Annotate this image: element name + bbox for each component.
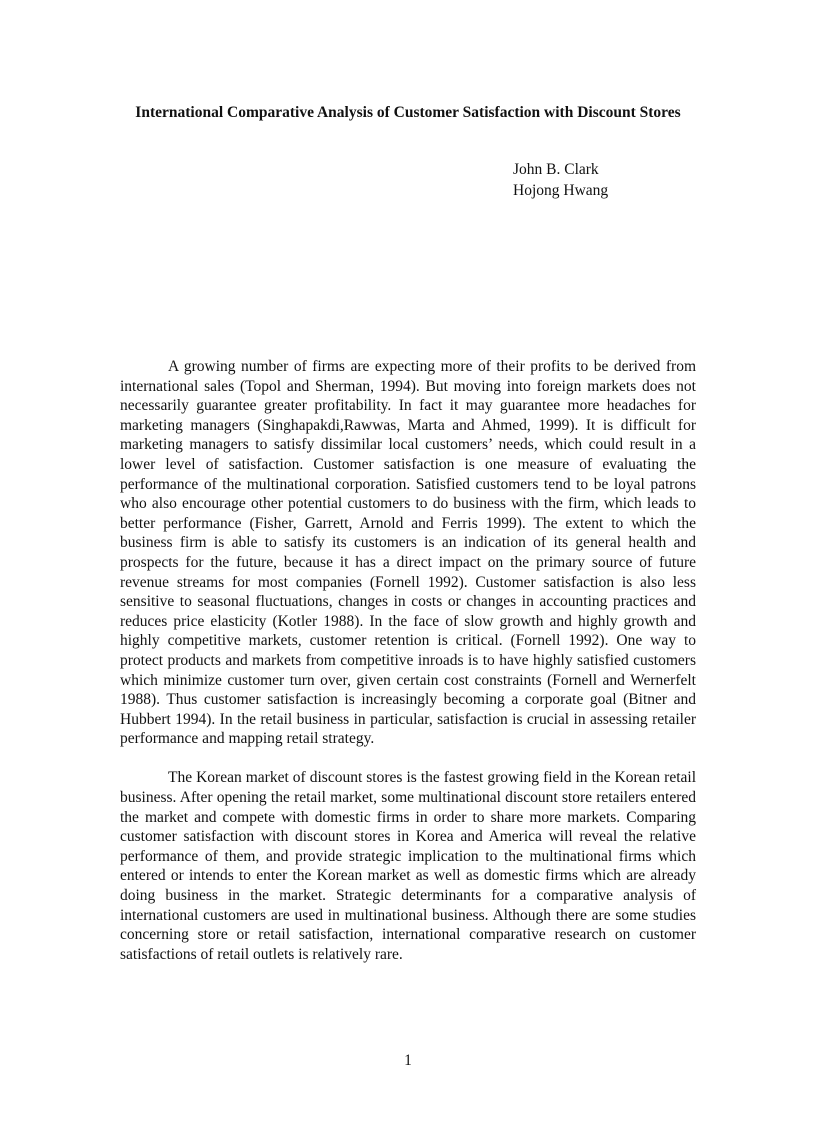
author-name: Hojong Hwang: [513, 181, 609, 199]
author-block: [513, 160, 608, 201]
author-name: John B. Clark: [513, 161, 599, 178]
body-text: [120, 357, 696, 964]
page-number: 1: [404, 1052, 412, 1069]
paragraph: The Korean market of discount stores is the fastest growing field in the Korean retail business. After opening the retail market, some multinational discount store retailers entered the market and compete with domestic firms in order to share more markets. Comparing customer satisfaction with discount stores in Korea and America will reveal the relative performance of them, and provide strategic implication to the multinational firms which entered or intends to enter the Korean market as well as domestic firms which are already doing business in the market. Strategic determinants for a comparative analysis of international customers are used in multinational business. Although there are some studies concerning store or retail satisfaction, international comparative research on customer satisfactions of retail outlets is relatively rare.: [120, 769, 696, 963]
paragraph: A growing number of firms are expecting more of their profits to be derived from international sales (Topol and Sherman, 1994). But moving into foreign markets does not necessarily guarantee greater profitability. In fact it may guarantee more headaches for marketing managers (Singhapakdi,Rawwas, Marta and Ahmed, 1999). It is difficult for marketing managers to satisfy dissimilar local customers’ needs, which could result in a lower level of satisfaction. Customer satisfaction is one measure of evaluating the performance of the multinational corporation. Satisfied customers tend to be loyal patrons who also encourage other potential customers to do business with the firm, which leads to better performance (Fisher, Garrett, Arnold and Ferris 1999). The extent to which the business firm is able to satisfy its customers is an indication of its general health and prospects for the future, because it has a direct impact on the primary source of future revenue streams for most companies (Fornell 1992). Customer satisfaction is also less sensitive to seasonal fluctuations, changes in costs or changes in accounting practices and reduces price elasticity (Kotler 1988). In the face of slow growth and highly growth and highly competitive markets, customer retention is critical. (Fornell 1992). One way to protect products and markets from competitive inroads is to have highly satisfied customers which minimize customer turn over, given certain cost constraints (Fornell and Wernerfelt 1988). Thus customer satisfaction is increasingly becoming a corporate goal (Bitner and Hubbert 1994). In the retail business in particular, satisfaction is crucial in assessing retailer performance and mapping retail strategy.: [120, 358, 696, 748]
paper-title: International Comparative Analysis of Customer Satisfaction with Discount Stores: [135, 104, 681, 121]
